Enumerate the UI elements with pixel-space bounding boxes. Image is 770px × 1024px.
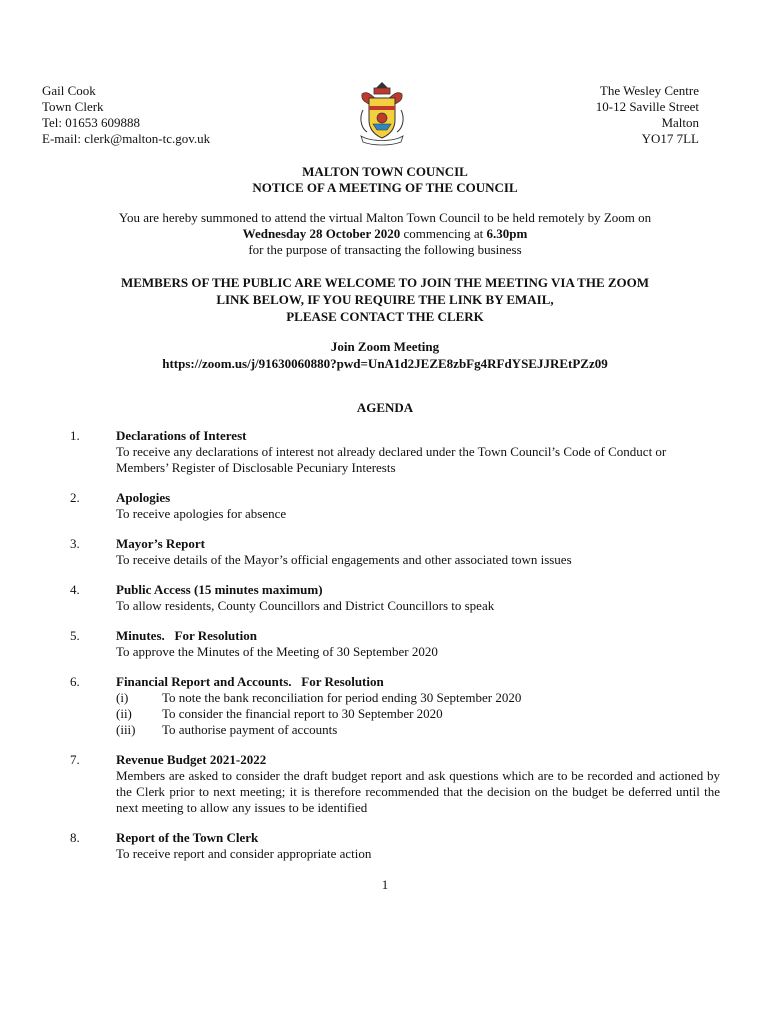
agenda-item-number: 3.	[70, 536, 80, 551]
agenda-item-text: Members are asked to consider the draft budget report and ask questions which are to be recorded and actioned by the Clerk prior to next meeting; it is therefore recommended that the decision on the budget be deferred until the next meeting to allow any issues to be identified	[116, 768, 720, 815]
agenda-item	[70, 628, 720, 660]
recipient-address	[596, 83, 699, 147]
subitem-numeral: (ii)	[116, 706, 132, 721]
agenda-item	[70, 752, 720, 816]
agenda-item-text: To receive details of the Mayor’s official engagements and other associated town issues	[116, 552, 572, 567]
address-line: The Wesley Centre	[599, 83, 699, 98]
agenda-subitem	[116, 722, 720, 738]
address-line: Malton	[661, 115, 699, 130]
zoom-heading: Join Zoom Meeting	[330, 339, 440, 354]
meeting-datetime	[0, 226, 770, 242]
council-name: MALTON TOWN COUNCIL	[302, 164, 468, 179]
agenda-item-text: To allow residents, County Councillors and District Councillors to speak	[116, 598, 495, 613]
agenda-item	[70, 582, 720, 614]
agenda-item	[70, 490, 720, 522]
agenda-item-title: Mayor’s Report	[116, 536, 205, 551]
meeting-time: 6.30pm	[486, 226, 528, 241]
subitem-text: To note the bank reconciliation for period ending 30 September 2020	[162, 690, 522, 705]
subitem-text: To authorise payment of accounts	[162, 722, 338, 737]
zoom-section	[0, 338, 770, 372]
agenda-item	[70, 674, 720, 738]
agenda-item-number: 1.	[70, 428, 80, 443]
agenda-item-number: 5.	[70, 628, 80, 643]
agenda-item-title: Revenue Budget 2021-2022	[116, 752, 267, 767]
agenda-item	[70, 536, 720, 568]
sender-name: Gail Cook	[42, 83, 96, 98]
agenda-item-title: Declarations of Interest	[116, 428, 247, 443]
sender-email: E-mail: clerk@malton-tc.gov.uk	[42, 131, 211, 146]
agenda-item-text: To receive apologies for absence	[116, 506, 287, 521]
subitem-numeral: (iii)	[116, 722, 136, 737]
agenda-item-number: 6.	[70, 674, 80, 689]
sender-tel: Tel: 01653 609888	[42, 115, 141, 130]
agenda-item-text: To receive report and consider appropriate action	[116, 846, 372, 861]
agenda-item-title: Financial Report and Accounts. For Resolution	[116, 674, 384, 689]
agenda-item-text: To receive any declarations of interest not already declared under the Town Council’s Code of Conduct or Members’ Register of Disclosable Pecuniary Interests	[116, 444, 667, 475]
agenda-heading: AGENDA	[356, 400, 414, 415]
meeting-date: Wednesday 28 October 2020	[242, 226, 401, 241]
address-line: 10-12 Saville Street	[595, 99, 699, 114]
agenda-item-title: Public Access (15 minutes maximum)	[116, 582, 323, 597]
agenda-item-text: To approve the Minutes of the Meeting of 30 September 2020	[116, 644, 438, 659]
sender-role: Town Clerk	[42, 99, 104, 114]
sender-block	[42, 83, 210, 147]
agenda-item	[70, 428, 720, 476]
summons-purpose: for the purpose of transacting the following business	[248, 242, 522, 257]
summons-line: You are hereby summoned to attend the virtual Malton Town Council to be held remotely by Zoom on	[118, 210, 652, 225]
document-title	[0, 164, 770, 196]
public-notice-line: LINK BELOW, IF YOU REQUIRE THE LINK BY EMAIL,	[216, 292, 554, 307]
agenda-item-title: Minutes. For Resolution	[116, 628, 257, 643]
agenda-subitem	[116, 690, 720, 706]
agenda-item-number: 7.	[70, 752, 80, 767]
zoom-link[interactable]: https://zoom.us/j/91630060880?pwd=UnA1d2JEZE8zbFg4RFdYSEJJREtPZz09	[162, 356, 608, 371]
summons-paragraph	[0, 210, 770, 258]
subitem-text: To consider the financial report to 30 September 2020	[162, 706, 443, 721]
notice-heading: NOTICE OF A MEETING OF THE COUNCIL	[252, 180, 518, 195]
agenda-subitem	[116, 706, 720, 722]
agenda-item-title: Apologies	[116, 490, 171, 505]
council-crest-icon	[357, 80, 407, 148]
subitem-numeral: (i)	[116, 690, 129, 705]
public-notice	[0, 274, 770, 325]
commencing-text: commencing at	[400, 226, 487, 241]
agenda-item-number: 2.	[70, 490, 80, 505]
address-line: YO17 7LL	[641, 131, 699, 146]
page-number: 1	[381, 877, 389, 892]
agenda-item-number: 4.	[70, 582, 80, 597]
agenda-list	[70, 428, 720, 876]
agenda-item-title: Report of the Town Clerk	[116, 830, 259, 845]
agenda-item-number: 8.	[70, 830, 80, 845]
public-notice-line: MEMBERS OF THE PUBLIC ARE WELCOME TO JOIN THE MEETING VIA THE ZOOM	[120, 275, 650, 290]
agenda-item	[70, 830, 720, 862]
public-notice-line: PLEASE CONTACT THE CLERK	[286, 309, 484, 324]
